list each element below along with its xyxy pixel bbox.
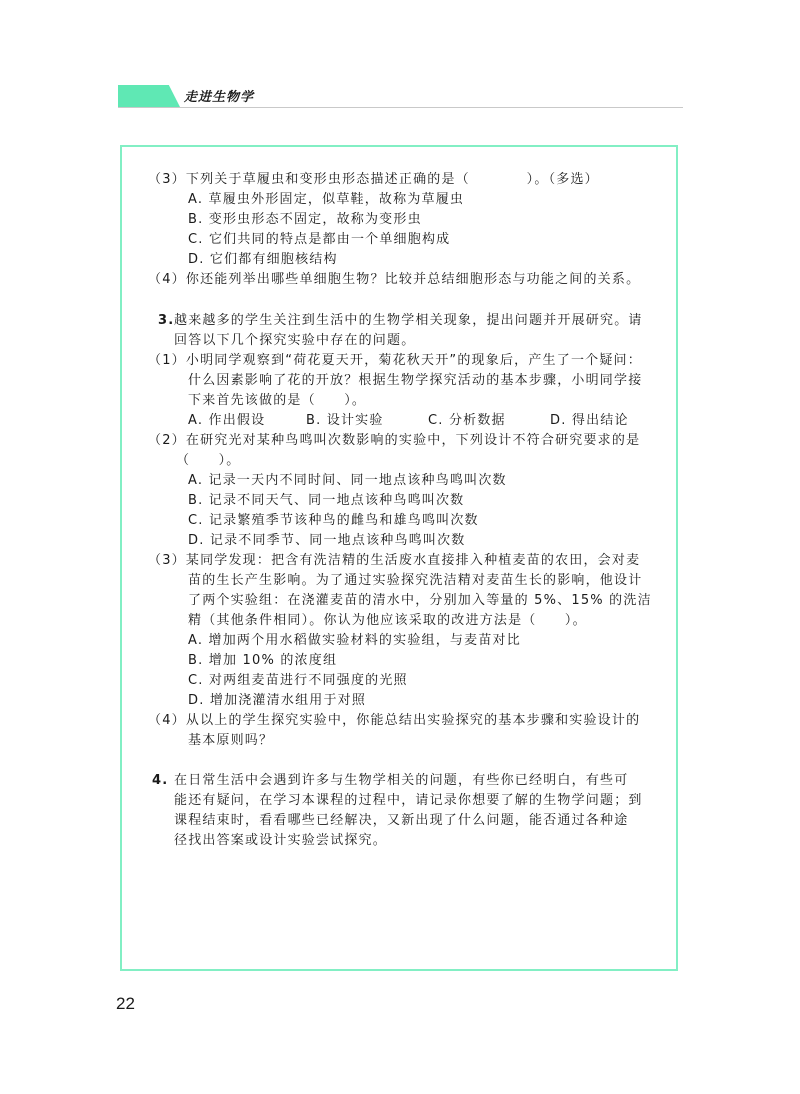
q3-p2-line2: （ ）。 xyxy=(176,453,241,468)
q2-part3-option-b: B. 变形虫形态不固定，故称为变形虫 xyxy=(188,212,422,227)
q3-p1-option-b: B. 设计实验 xyxy=(306,413,384,428)
q2-part4-text: （4）你还能列举出哪些单细胞生物？比较并总结细胞形态与功能之间的关系。 xyxy=(148,272,641,287)
q2-part3-stem: （3）下列关于草履虫和变形虫形态描述正确的是（ ）。（多选） xyxy=(148,172,599,187)
q3-p3-option-b: B. 增加 10% 的浓度组 xyxy=(188,653,338,668)
q3-p2-option-c: C. 记录繁殖季节该种鸟的雌鸟和雄鸟鸣叫次数 xyxy=(188,513,479,528)
header-tab xyxy=(118,85,180,107)
q4-line2: 能还有疑问，在学习本课程的过程中，请记录你想要了解的生物学问题；到 xyxy=(174,793,643,808)
q3-p3-option-d: D. 增加浇灌清水组用于对照 xyxy=(188,693,367,708)
q3-p1-option-d: D. 得出结论 xyxy=(550,413,629,428)
q2-part3-option-c: C. 它们共同的特点是都由一个单细胞构成 xyxy=(188,232,451,247)
header-title: 走进生物学 xyxy=(184,90,255,105)
q3-p4-line2: 基本原则吗？ xyxy=(188,733,274,748)
q3-p1-line3: 下来首先该做的是（ ）。 xyxy=(188,393,367,408)
q2-part3-option-a: A. 草履虫外形固定，似草鞋，故称为草履虫 xyxy=(188,192,465,207)
q4-line1: 在日常生活中会遇到许多与生物学相关的问题，有些你已经明白，有些可 xyxy=(174,773,629,788)
q3-p2-option-a: A. 记录一天内不同时间、同一地点该种鸟鸣叫次数 xyxy=(188,473,507,488)
q3-stem-line1: 越来越多的学生关注到生活中的生物学相关现象，提出问题并开展研究。请 xyxy=(174,313,643,328)
q4-number: 4. xyxy=(152,773,169,788)
q3-p3-line1: （3）某同学发现：把含有洗洁精的生活废水直接排入种植麦苗的农田，会对麦 xyxy=(148,553,641,568)
q3-p1-option-c: C. 分析数据 xyxy=(428,413,506,428)
q3-p2-line1: （2）在研究光对某种鸟鸣叫次数影响的实验中，下列设计不符合研究要求的是 xyxy=(148,433,641,448)
q3-p3-option-c: C. 对两组麦苗进行不同强度的光照 xyxy=(188,673,408,688)
header-divider xyxy=(118,107,683,108)
q3-p1-line1: （1）小明同学观察到“荷花夏天开，菊花秋天开”的现象后，产生了一个疑问： xyxy=(148,353,642,368)
q3-p2-option-b: B. 记录不同天气、同一地点该种鸟鸣叫次数 xyxy=(188,493,465,508)
page-number: 22 xyxy=(116,994,135,1013)
q3-number: 3. xyxy=(158,313,175,328)
q3-p1-line2: 什么因素影响了花的开放？根据生物学探究活动的基本步骤，小明同学接 xyxy=(188,373,643,388)
q4-line3: 课程结束时，看看哪些已经解决，又新出现了什么问题，能否通过各种途 xyxy=(174,813,629,828)
q3-p4-line1: （4）从以上的学生探究实验中，你能总结出实验探究的基本步骤和实验设计的 xyxy=(148,713,641,728)
q4-line4: 径找出答案或设计实验尝试探究。 xyxy=(174,833,388,848)
q3-p3-option-a: A. 增加两个用水稻做实验材料的实验组，与麦苗对比 xyxy=(188,633,521,648)
q3-p3-line3: 了两个实验组：在浇灌麦苗的清水中，分别加入等量的 5%、15% 的洗洁 xyxy=(188,593,652,608)
q3-p1-option-a: A. 作出假设 xyxy=(188,413,266,428)
q3-p3-line4: 精（其他条件相同）。你认为他应该采取的改进方法是（ ）。 xyxy=(188,613,587,628)
q3-stem-line2: 回答以下几个探究实验中存在的问题。 xyxy=(174,333,416,348)
q3-p2-option-d: D. 记录不同季节、同一地点该种鸟鸣叫次数 xyxy=(188,533,466,548)
q2-part3-option-d: D. 它们都有细胞核结构 xyxy=(188,252,338,267)
q3-p3-line2: 苗的生长产生影响。为了通过实验探究洗洁精对麦苗生长的影响，他设计 xyxy=(188,573,643,588)
